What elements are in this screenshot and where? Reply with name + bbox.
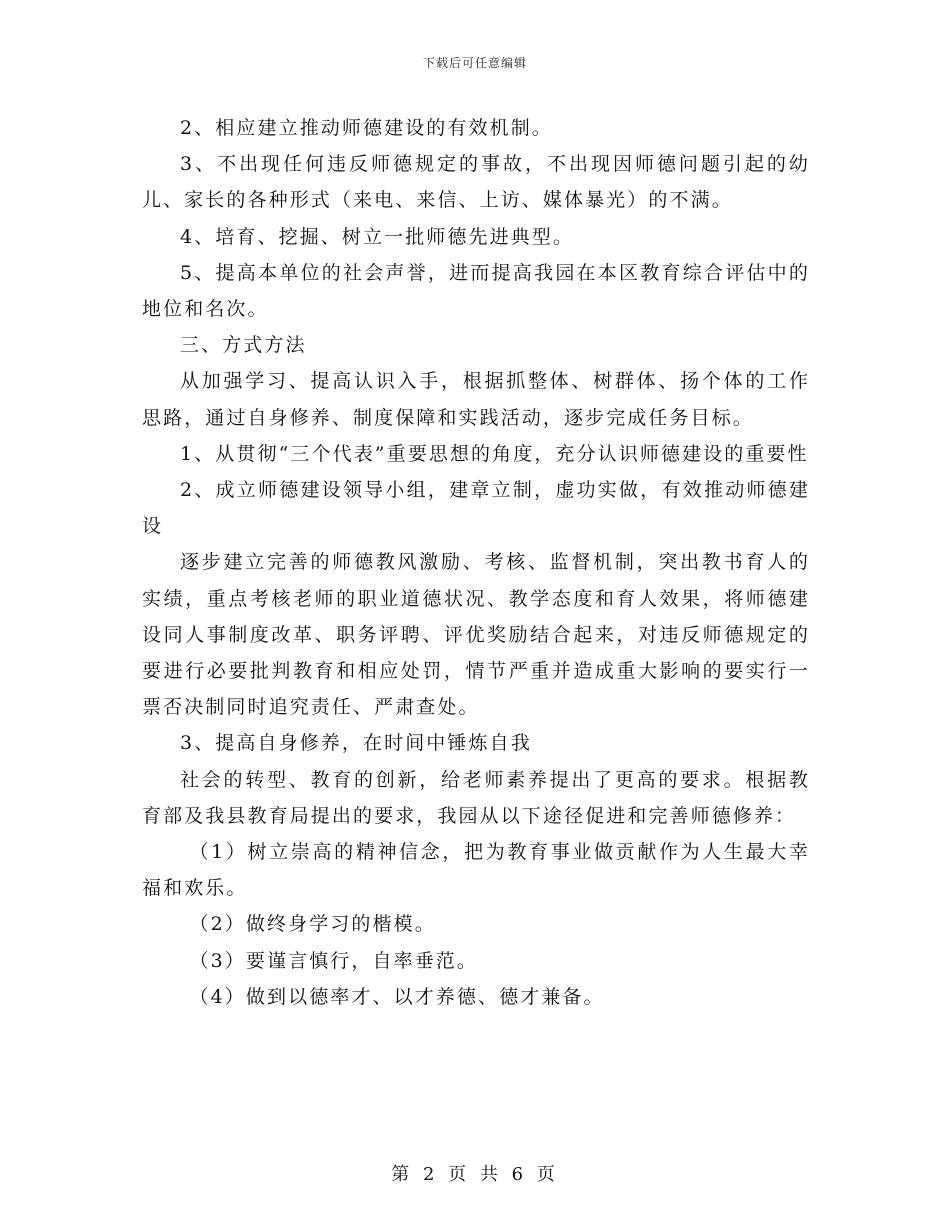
paragraph-method-3: 3、提高自身修养，在时间中锤炼自我 (180, 732, 532, 755)
paragraph-item-2: （2）做终身学习的楷模。 (189, 913, 436, 936)
document-body (142, 110, 810, 1015)
paragraph-item-1: （1）树立崇高的精神信念，把为教育事业做贡献作为人生最大幸福和欢乐。 (142, 841, 810, 900)
section-heading-methods: 三、方式方法 (180, 334, 307, 357)
paragraph-item-4: （4）做到以德率才、以才养德、德才兼备。 (189, 985, 605, 1008)
paragraph-goal-3: 3、不出现任何违反师德规定的事故，不出现因师德问题引起的幼儿、家长的各种形式（来电、来信、上访、媒体暴光）的不满。 (142, 153, 810, 212)
paragraph-method-1: 1、从贯彻“三个代表”重要思想的角度，充分认识师德建设的重要性 (180, 442, 809, 465)
paragraph-goal-5: 5、提高本单位的社会声誉，进而提高我园在本区教育综合评估中的地位和名次。 (142, 261, 810, 321)
paragraph-methods-intro: 从加强学习、提高认识入手，根据抓整体、树群体、扬个体的工作思路，通过自身修养、制度保障和实践活动，逐步完成任务目标。 (142, 370, 810, 429)
header-note: 下载后可任意编辑 (422, 56, 527, 70)
paragraph-method-3-detail: 社会的转型、教育的创新，给老师素养提出了更高的要求。根据教育部及我县教育局提出的要求，我园从以下途径促进和完善师德修养： (142, 768, 810, 827)
paragraph-item-3: （3）要谨言慎行，自率垂范。 (189, 949, 478, 972)
paragraph-goal-2: 2、相应建立推动师德建设的有效机制。 (180, 117, 553, 139)
paragraph-method-2: 2、成立师德建设领导小组，建章立制，虚功实做，有效推动师德建设 (142, 479, 810, 538)
paragraph-goal-4: 4、培育、挖掘、树立一批师德先进典型。 (180, 225, 574, 248)
paragraph-method-2-detail: 逐步建立完善的师德教风激励、考核、监督机制，突出教书育人的实绩，重点考核老师的职业道德状况、教学态度和育人效果，将师德建设同人事制度改革、职务评聘、评优奖励结合起来，对违反师德规定的要进行必要批判教育和相应处罚，情节严重并造成重大影响的要实行一票否决制同时追究责任、严肃查处。 (142, 551, 810, 719)
page-number: 第 2 页 共 6 页 (391, 1164, 559, 1185)
